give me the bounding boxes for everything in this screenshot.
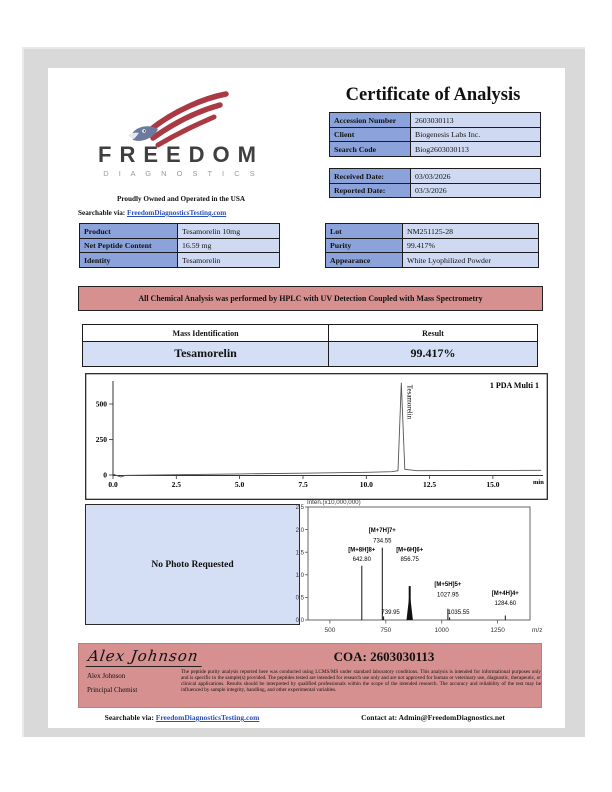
svg-text:1.5: 1.5 — [295, 550, 304, 557]
svg-text:[M+5H]5+: [M+5H]5+ — [434, 582, 462, 589]
reported-date-label: Reported Date: — [330, 184, 411, 198]
searchable-line-top — [78, 209, 226, 217]
svg-text:1035.55: 1035.55 — [447, 610, 470, 617]
net-peptide-value: 16.59 mg — [178, 239, 279, 254]
svg-text:500: 500 — [324, 627, 336, 634]
signature-script: Alex Johnson — [87, 647, 203, 667]
mass-id-header: Mass Identification — [83, 325, 329, 342]
appearance-label: Appearance — [326, 253, 403, 267]
svg-text:12.5: 12.5 — [423, 480, 437, 489]
identity-label: Identity — [80, 253, 178, 267]
svg-text:0.0: 0.0 — [108, 480, 118, 489]
lot-label: Lot — [326, 224, 403, 239]
svg-text:2.5: 2.5 — [295, 505, 304, 512]
footer-searchable-link[interactable]: FreedomDiagnosticsTesting.com — [155, 713, 260, 722]
svg-text:Tesamorelin: Tesamorelin — [405, 384, 414, 420]
identity-value: Tesamorelin — [178, 253, 279, 267]
page-title: Certificate of Analysis — [345, 85, 521, 105]
analysis-method-banner: All Chemical Analysis was performed by HPLC with UV Detection Coupled with Mass Spectrometry — [78, 286, 543, 311]
svg-text:7.5: 7.5 — [298, 480, 308, 489]
svg-text:5.0: 5.0 — [234, 480, 245, 489]
svg-text:856.75: 856.75 — [400, 557, 419, 564]
mass-id-compound: Tesamorelin — [83, 342, 329, 366]
coa-number: COA: 2603030113 — [333, 649, 435, 664]
svg-text:250: 250 — [95, 435, 107, 444]
searchable-label: Searchable via: — [78, 209, 126, 217]
net-peptide-label: Net Peptide Content — [80, 239, 178, 254]
reported-date-value: 03/3/2026 — [411, 184, 540, 198]
dates-table — [329, 168, 541, 198]
svg-text:m/z: m/z — [532, 627, 543, 634]
svg-text:0: 0 — [103, 470, 107, 480]
product-label: Product — [80, 224, 178, 239]
searchable-link-top[interactable]: FreedomDiagnosticsTesting.com — [126, 209, 227, 217]
svg-text:1.0: 1.0 — [295, 573, 304, 579]
svg-text:734.55: 734.55 — [373, 538, 392, 545]
svg-text:15.0: 15.0 — [486, 480, 500, 489]
svg-text:0.5: 0.5 — [295, 595, 304, 602]
svg-text:min: min — [533, 479, 544, 486]
mass-spectrum-chart — [285, 495, 545, 640]
svg-text:[M+8H]8+: [M+8H]8+ — [348, 547, 376, 554]
svg-text:1027.95: 1027.95 — [437, 592, 459, 599]
accession-table — [329, 112, 541, 157]
purity-label: Purity — [326, 239, 403, 254]
svg-text:Inten.(x10,000,000): Inten.(x10,000,000) — [307, 499, 361, 506]
svg-text:739.95: 739.95 — [381, 610, 400, 617]
lot-value: NM251125-28 — [403, 224, 538, 239]
signature-coa-box — [78, 643, 542, 708]
hplc-chromatogram-chart — [85, 373, 548, 500]
mass-identification-table — [82, 324, 538, 367]
svg-text:2.0: 2.0 — [295, 527, 304, 534]
svg-text:[M+6H]6+: [M+6H]6+ — [396, 547, 424, 554]
client-label: Client — [330, 128, 411, 143]
brand-tagline: Proudly Owned and Operated in the USA — [116, 195, 246, 203]
mass-id-result: 99.417% — [329, 342, 537, 366]
result-header: Result — [329, 325, 537, 342]
client-value: Biogenesis Labs Inc. — [411, 128, 540, 143]
svg-text:2.5: 2.5 — [171, 480, 181, 489]
search-code-label: Search Code — [330, 142, 411, 156]
appearance-value: White Lyophilized Powder — [403, 253, 538, 267]
footer-contact: Contact at: Admin@FreedomDiagnostics.net — [361, 713, 505, 722]
footer-searchable — [62, 713, 302, 722]
search-code-value: Biog2603030113 — [411, 142, 540, 156]
lot-table — [325, 223, 539, 268]
svg-text:1 PDA Multi 1: 1 PDA Multi 1 — [489, 381, 539, 390]
disclaimer-text: The peptide purity analysis reported here was conducted using LCMS/MS under standard laboratory conditions. This analysis is intended for informational purposes only and is specific to the sample(s) provided. The peptides tested are intended for research use only and are not approved for human or veterinary use, diagnostic, therapeutic, or clinical applications. Results should be interpreted by qualified professionals within the scope of the intended research. The accuracy and reliability of the test may be influenced by sample integrity, handling, and other experimental variables. — [181, 669, 541, 694]
no-photo-box: No Photo Requested — [85, 504, 300, 625]
svg-text:1284.60: 1284.60 — [494, 601, 517, 608]
accession-value: 2603030113 — [411, 113, 540, 128]
purity-value: 99.417% — [403, 239, 538, 254]
svg-text:1000: 1000 — [434, 627, 449, 634]
svg-text:750: 750 — [380, 627, 392, 634]
svg-text:[M+4H]4+: [M+4H]4+ — [491, 591, 519, 598]
footer-searchable-label: Searchable via: — [104, 713, 154, 722]
svg-text:500: 500 — [95, 399, 107, 409]
product-table — [79, 223, 280, 268]
product-value: Tesamorelin 10mg — [178, 224, 279, 239]
received-date-value: 03/03/2026 — [411, 169, 540, 184]
svg-text:0.0: 0.0 — [295, 618, 304, 625]
svg-text:1250: 1250 — [490, 627, 505, 634]
svg-text:[M+7H]7+: [M+7H]7+ — [368, 527, 396, 534]
brand-name: FREEDOM — [98, 142, 264, 167]
accession-label: Accession Number — [330, 113, 411, 128]
svg-text:10.0: 10.0 — [359, 480, 373, 489]
signatory-name: Alex Johnson — [87, 672, 126, 680]
received-date-label: Received Date: — [330, 169, 411, 184]
brand-subtitle: D I A G N O S T I C S — [103, 169, 259, 178]
certificate-page — [48, 68, 565, 728]
svg-text:642.80: 642.80 — [352, 557, 371, 564]
signatory-role: Principal Chemist — [87, 686, 138, 694]
